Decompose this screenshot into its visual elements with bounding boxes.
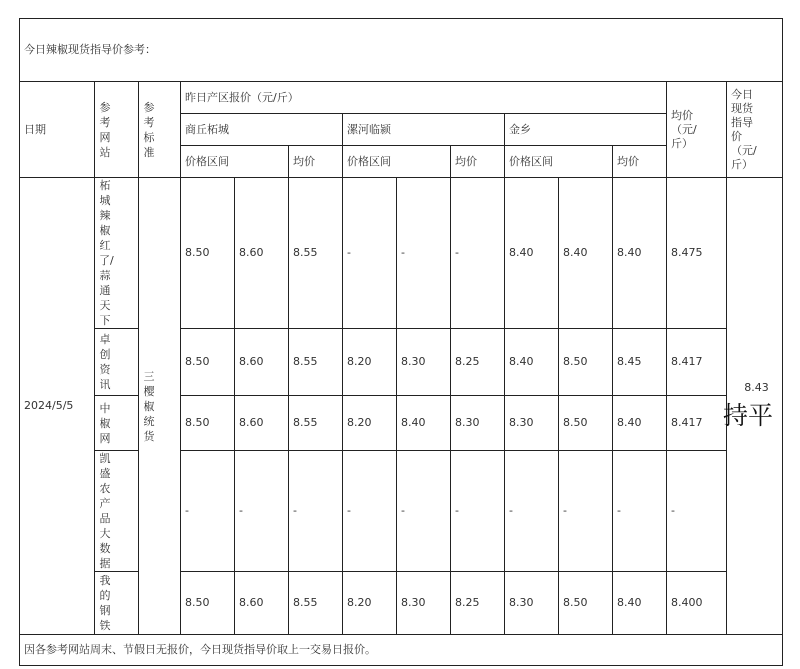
value-cell: 8.50: [559, 329, 613, 396]
range-header: 价格区间: [181, 146, 289, 178]
value-cell: -: [235, 451, 289, 572]
avg-header: 均价: [451, 146, 505, 178]
value-cell: 8.25: [451, 329, 505, 396]
value-cell: 8.60: [235, 178, 289, 329]
site-cell: 柘城辣椒红了/蒜通天下: [95, 178, 139, 329]
value-cell: 8.20: [343, 572, 397, 635]
value-cell: 8.25: [451, 572, 505, 635]
region-luohe: 漯河临颍: [343, 114, 505, 146]
guide-note: 持平: [723, 401, 774, 430]
site-cell: 中椒网: [95, 396, 139, 451]
value-cell: 8.40: [613, 572, 667, 635]
region-jinxiang: 金乡: [505, 114, 667, 146]
table-title: 今日辣椒现货指导价参考：: [20, 19, 783, 82]
price-table: [19, 18, 783, 666]
value-cell: 8.60: [235, 396, 289, 451]
value-cell: 8.30: [505, 396, 559, 451]
value-cell: 8.40: [613, 396, 667, 451]
value-cell: 8.30: [397, 572, 451, 635]
avg-cell: 8.417: [667, 329, 727, 396]
value-cell: 8.50: [181, 396, 235, 451]
region-shangqiu: 商丘柘城: [181, 114, 343, 146]
value-cell: -: [451, 451, 505, 572]
value-cell: -: [613, 451, 667, 572]
header-guide: 今日现货指导价（元/斤）: [727, 82, 783, 178]
site-cell: 凯盛农产品大数据: [95, 451, 139, 572]
value-cell: 8.40: [559, 178, 613, 329]
value-cell: 8.55: [289, 572, 343, 635]
value-cell: 8.60: [235, 572, 289, 635]
avg-header: 均价: [289, 146, 343, 178]
value-cell: 8.50: [181, 178, 235, 329]
value-cell: -: [343, 178, 397, 329]
header-standard: 参考标准: [139, 82, 181, 178]
value-cell: -: [505, 451, 559, 572]
value-cell: 8.40: [505, 329, 559, 396]
avg-cell: 8.417: [667, 396, 727, 451]
avg-cell: 8.400: [667, 572, 727, 635]
value-cell: -: [343, 451, 397, 572]
value-cell: 8.40: [613, 178, 667, 329]
value-cell: 8.50: [181, 329, 235, 396]
avg-cell: -: [667, 451, 727, 572]
footnote: 因各参考网站周末、节假日无报价，今日现货指导价取上一交易日报价。: [20, 635, 783, 666]
site-cell: 我的钢铁: [95, 572, 139, 635]
value-cell: 8.40: [505, 178, 559, 329]
value-cell: 8.20: [343, 396, 397, 451]
guide-price: 8.43: [744, 381, 769, 394]
value-cell: 8.55: [289, 396, 343, 451]
site-cell: 卓创资讯: [95, 329, 139, 396]
value-cell: 8.30: [505, 572, 559, 635]
value-cell: 8.60: [235, 329, 289, 396]
header-yesterday-quote: 昨日产区报价（元/斤）: [181, 82, 667, 114]
avg-cell: 8.475: [667, 178, 727, 329]
standard-cell: 三樱椒统货: [139, 178, 181, 635]
value-cell: -: [181, 451, 235, 572]
value-cell: -: [289, 451, 343, 572]
value-cell: 8.45: [613, 329, 667, 396]
value-cell: -: [397, 451, 451, 572]
value-cell: 8.50: [181, 572, 235, 635]
value-cell: 8.50: [559, 396, 613, 451]
header-site: 参考网站: [95, 82, 139, 178]
value-cell: 8.20: [343, 329, 397, 396]
value-cell: 8.50: [559, 572, 613, 635]
value-cell: -: [559, 451, 613, 572]
value-cell: 8.55: [289, 329, 343, 396]
range-header: 价格区间: [343, 146, 451, 178]
header-date: 日期: [20, 82, 95, 178]
value-cell: 8.55: [289, 178, 343, 329]
value-cell: 8.30: [451, 396, 505, 451]
range-header: 价格区间: [505, 146, 613, 178]
value-cell: -: [451, 178, 505, 329]
avg-header: 均价: [613, 146, 667, 178]
guide-cell: [723, 178, 783, 635]
date-cell: 2024/5/5: [20, 178, 95, 635]
value-cell: 8.40: [397, 396, 451, 451]
header-avg-unit: 均价（元/斤）: [667, 82, 727, 178]
value-cell: -: [397, 178, 451, 329]
value-cell: 8.30: [397, 329, 451, 396]
